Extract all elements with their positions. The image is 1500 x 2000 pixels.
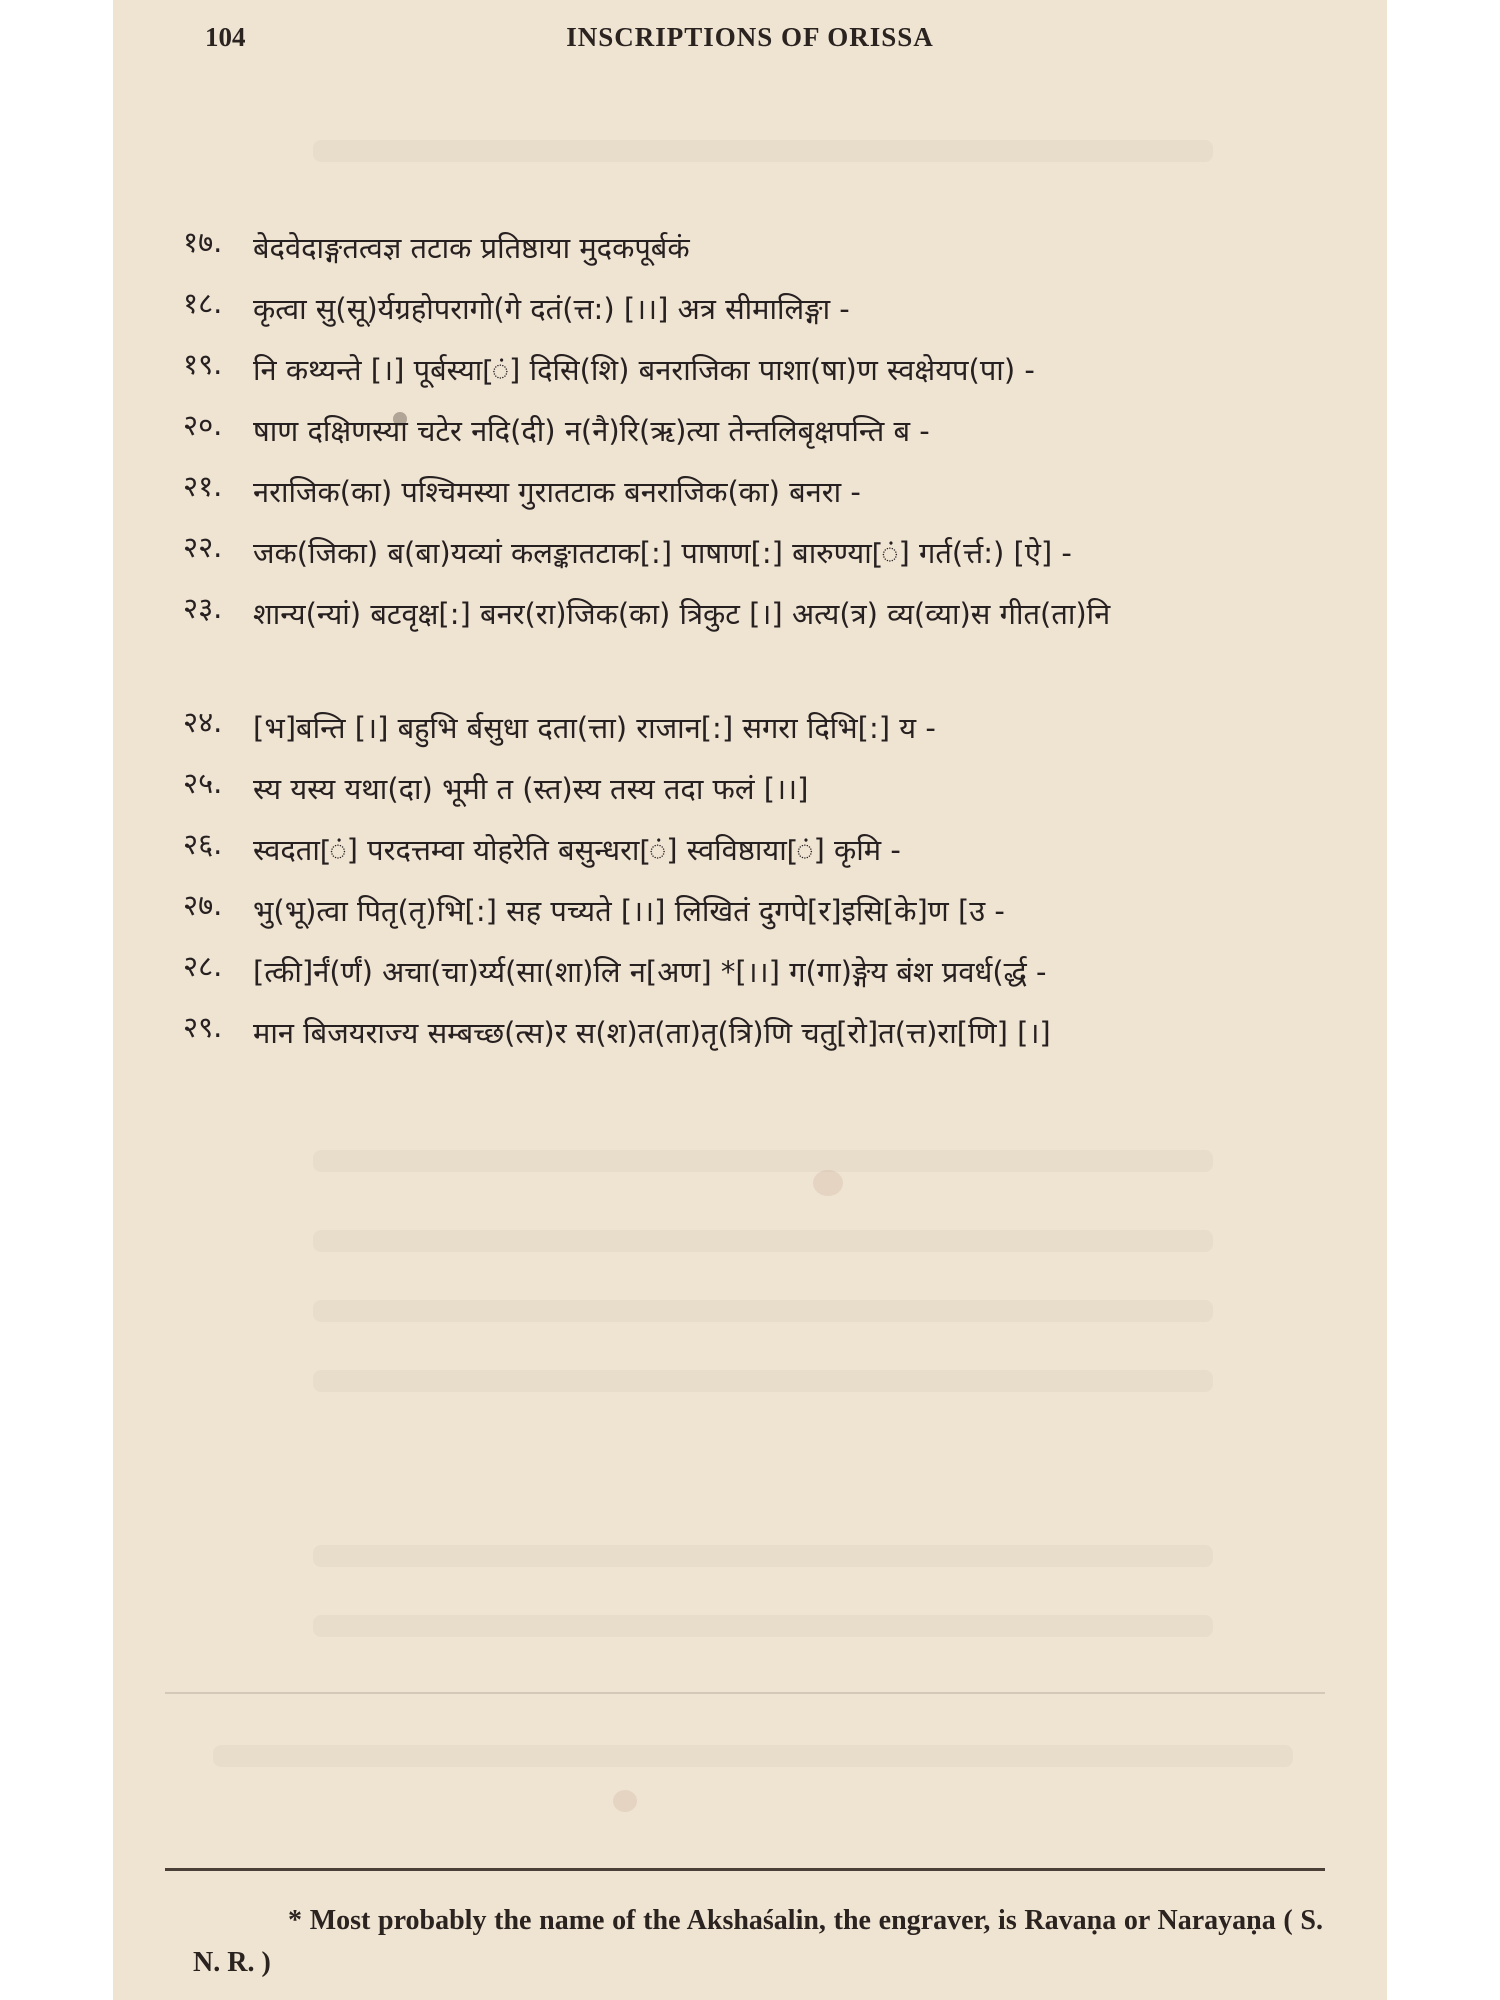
- line-number: १७.: [183, 225, 223, 259]
- inscription-line: [183, 405, 1363, 466]
- show-through-text: [313, 1615, 1213, 1637]
- line-number: २०.: [183, 408, 223, 442]
- line-text: कृत्वा सु(सू)र्यग्रहोपरागो(गे दतं(त्त:) [।।] अत्र सीमालिङ्गा -: [253, 292, 850, 326]
- paper-stain: [813, 1170, 843, 1196]
- line-number: २३.: [183, 591, 223, 625]
- book-page: [113, 0, 1387, 2000]
- line-text: नि कथ्यन्ते [।] पूर्बस्या[ं] दिसि(शि) बनराजिका पाशा(षा)ण स्वक्षेयप(पा) -: [253, 353, 1035, 387]
- show-through-text: [313, 1545, 1213, 1567]
- line-number: १९.: [183, 347, 223, 381]
- footnote: * Most probably the name of the Akshaśalin, the engraver, is Ravaṇa or Narayaṇa ( S. N. R. ): [193, 1905, 1323, 1978]
- line-number: २७.: [183, 888, 223, 922]
- page-header: [113, 22, 1387, 62]
- line-text: बेदवेदाङ्गतत्वज्ञ तटाक प्रतिष्ठाया मुदकपूर्बकं: [253, 231, 690, 265]
- inscription-line: [183, 222, 1363, 283]
- inscription-line: [183, 588, 1363, 702]
- inscription-line: [183, 527, 1363, 588]
- show-through-text: [313, 1230, 1213, 1252]
- inscription-line: [183, 824, 1363, 885]
- line-number: २९.: [183, 1010, 223, 1044]
- running-title: INSCRIPTIONS OF ORISSA: [566, 22, 934, 52]
- line-text: मान बिजयराज्य सम्बच्छ(त्स)र स(श)त(ता)तृ(त्रि)णि चतु[रो]त(त्त)रा[णि] [।]: [253, 1016, 1051, 1050]
- inscription-line: [183, 1007, 1363, 1068]
- footnote-rule: [165, 1868, 1325, 1871]
- inscription-line: [183, 466, 1363, 527]
- inscription-line: [183, 763, 1363, 824]
- show-through-text: [313, 140, 1213, 162]
- page-number: 104: [205, 22, 246, 52]
- line-text: [भ]बन्ति [।] बहुभि र्बसुधा दता(त्ता) राजान[:] सगरा दिभि[:] य -: [253, 711, 936, 745]
- line-text: स्य यस्य यथा(दा) भूमी त (स्त)स्य तस्य तदा फलं [।।]: [253, 772, 809, 806]
- line-text: स्वदता[ं] परदत्तम्वा योहरेति बसुन्धरा[ं] स्वविष्ठाया[ं] कृमि -: [253, 833, 901, 867]
- line-text: भु(भू)त्वा पितृ(तृ)भि[:] सह पच्यते [।।] लिखितं दुगपे[र]इसि[के]ण [उ -: [253, 894, 1005, 928]
- line-text: नराजिक(का) पश्चिमस्या गुरातटाक बनराजिक(का) बनरा -: [253, 475, 861, 509]
- line-number: २५.: [183, 766, 223, 800]
- show-through-text: [313, 1370, 1213, 1392]
- show-through-text: [213, 1745, 1293, 1767]
- line-text: षाण दक्षिणस्या चटेर नदि(दी) न(नै)रि(ऋ)त्या तेन्तलिबृक्षपन्ति ब -: [253, 414, 930, 448]
- inscription-line: [183, 702, 1363, 763]
- line-text: जक(जिका) ब(बा)यव्यां कलङ्कातटाक[:] पाषाण[:] बारुण्या[ं] गर्त(र्त्त:) [ऐ] -: [253, 536, 1072, 570]
- show-through-text: [313, 1150, 1213, 1172]
- line-number: २४.: [183, 705, 223, 739]
- paper-stain: [613, 1790, 637, 1812]
- show-through-text: [313, 1300, 1213, 1322]
- inscription-line: [183, 344, 1363, 405]
- line-number: २८.: [183, 949, 223, 983]
- line-number: २६.: [183, 827, 223, 861]
- line-text: शान्य(न्यां) बटवृक्ष[:] बनर(रा)जिक(का) त्रिकुट [।] अत्य(त्र) व्य(व्या)स गीत(ता)नि: [253, 597, 1111, 631]
- line-text: [त्की]र्नं(र्णं) अचा(चा)र्य्य(सा(शा)लि न[अण] *[।।] ग(गा)ङ्गेय बंश प्रवर्ध(र्द्ध -: [253, 955, 1047, 989]
- line-number: १८.: [183, 286, 223, 320]
- show-through-rule: [165, 1692, 1325, 1694]
- inscription-line: [183, 283, 1363, 344]
- inscription-line: [183, 885, 1363, 946]
- line-number: २१.: [183, 469, 223, 503]
- line-number: २२.: [183, 530, 223, 564]
- inscription-text: [183, 222, 1363, 1068]
- inscription-line: [183, 946, 1363, 1007]
